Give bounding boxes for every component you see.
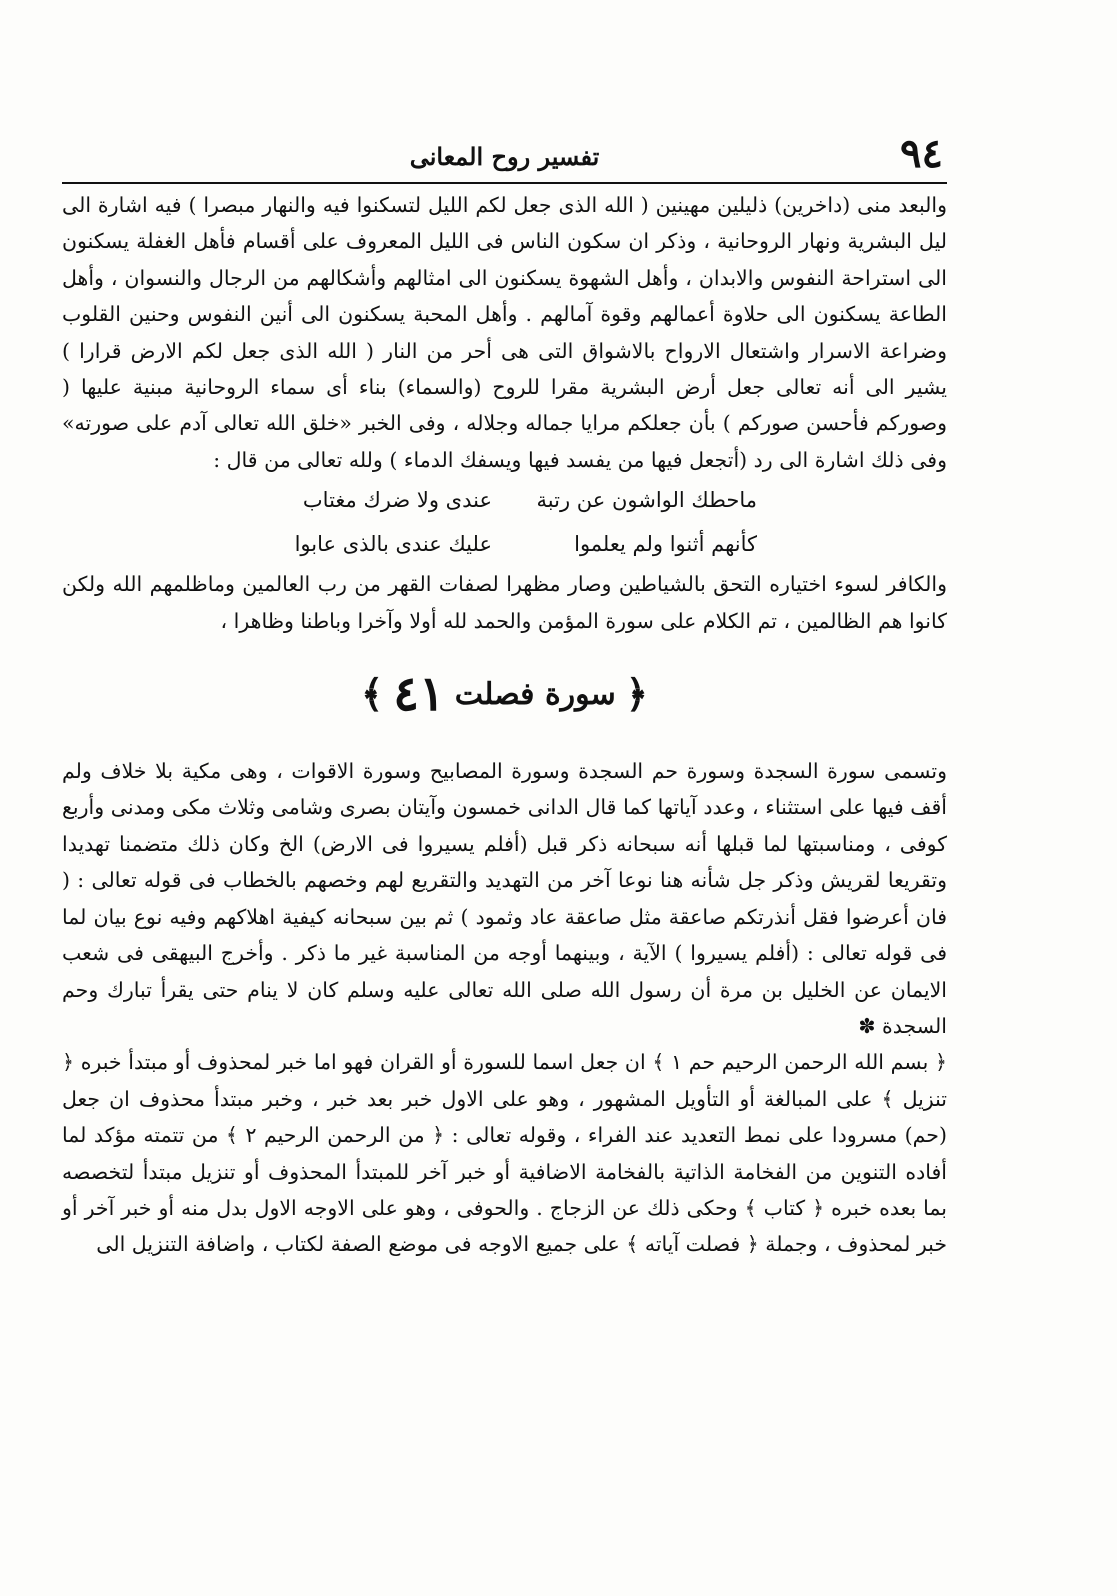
- commentary-paragraph-1: والبعد منى (داخرين) ذليلين مهينين ( الله الذى جعل لكم الليل لتسكنوا فيه والنهار مبصرا ) فيه اشارة الى ليل البشرية ونهار الروحانية ، وذكر ان سكون الناس فى الليل المعروف على أقسام فأهل الغفلة يسكنون الى استراحة النفوس والابدان ، وأهل الشهوة يسكنون الى امثالهم وأشكالهم من الرجال والنسوان ، وأهل الطاعة يسكنون الى حلاوة أعمالهم وقوة آمالهم . وأهل المحبة يسكنون الى أنين النفوس وحنين القلوب وضراعة الاسرار واشتعال الارواح بالاشواق التى هى أحر من النار ( الله الذى جعل لكم الارض قرارا ) يشير الى أنه تعالى جعل أرض البشرية مقرا للروح (والسماء) بناء أى سماء الروحانية مبنية عليها ( وصوركم فأحسن صوركم ) بأن جعلكم مرايا جماله وجلاله ، وفى الخبر «خلق الله تعالى آدم على صورته» وفى ذلك اشارة الى رد (أتجعل فيها من يفسد فيها ويسفك الدماء ) ولله تعالى من قال :: [62, 193, 947, 472]
- page-header: [62, 128, 947, 184]
- surah-heading-frame: [360, 666, 649, 723]
- page-number: ٩٤: [900, 130, 943, 177]
- surah-introduction-paragraph: وتسمى سورة السجدة وسورة حم السجدة وسورة المصابيح وسورة الاقوات ، وهى مكية بلا خلاف ولم أقف فيها على استثناء ، وعدد آياتها كما قال الدانى خمسون وآيتان بصرى وشامى وثلاث مكى ومدنى وأربع كوفى ، ومناسبتها لما قبلها أنه سبحانه ذكر قبل (أفلم يسيروا فى الارض) الخ وكان ذلك متضمنا تهديدا وتقريعا لقريش وذكر جل شأنه هنا نوعا آخر من التهديد والتقريع لهم وخصهم بالخطاب فى قوله تعالى : ( فان أعرضوا فقل أنذرتكم صاعقة مثل صاعقة عاد وثمود ) ثم بين سبحانه كيفية اهلاكهم وفيه نوع بيان لما فى قوله تعالى : (أفلم يسيروا ) الآية ، وبينهما أوجه من المناسبة غير ما ذكر . وأخرج البيهقى فى شعب الايمان عن الخليل بن مرة أن رسول الله صلى الله تعالى عليه وسلم كان لا ينام حتى يقرأ تبارك وحم السجدة ✽: [62, 759, 947, 1038]
- verse-line-1: [62, 478, 947, 522]
- tafsir-opening-paragraph: ﴿ بسم الله الرحمن الرحيم حم ١ ﴾ ان جعل اسما للسورة أو القران فهو اما خبر لمحذوف أو مبتدأ خبره ﴿ تنزيل ﴾ على المبالغة أو التأويل المشهور ، وهو على الاول خبر بعد خبر ، وخبر مبتدأ محذوف ان جعل (حم) مسرودا على نمط التعديد عند الفراء ، وقوله تعالى : ﴿ من الرحمن الرحيم ٢ ﴾ من تتمته مؤكد لما أفاده التنوين من الفخامة الذاتية بالفخامة الاضافية أو خبر آخر للمبتدأ المحذوف أو تنزيل مبتدأ لتخصصه بما بعده خبره ﴿ كتاب ﴾ وحكى ذلك عن الزجاج . والحوفى ، وهو على الاوجه الاول بدل منه أو خبر آخر أو خبر لمحذوف ، وجملة ﴿ فصلت آياته ﴾ على جميع الاوجه فى موضع الصفة لكتاب ، واضافة التنزيل الى: [62, 1050, 947, 1257]
- verse-1-second-hemistich: عندى ولا ضرك مغتاب: [302, 488, 492, 513]
- surah-heading: [62, 651, 947, 751]
- page: [62, 128, 947, 1263]
- running-title: تفسير روح المعانى: [409, 142, 600, 171]
- verse-2-first-hemistich: كأنهم أثنوا ولم يعلموا: [574, 532, 757, 557]
- poetry-verses: [62, 478, 947, 566]
- commentary-paragraph-2: والكافر لسوء اختياره التحق بالشياطين وصار مظهرا لصفات القهر من رب العالمين وماظلمهم الله ولكن كانوا هم الظالمين ، تم الكلام على سورة المؤمن والحمد لله أولا وآخرا وباطنا وظاهرا ،: [62, 572, 947, 633]
- verse-1-first-hemistich: ماحطك الواشون عن رتبة: [536, 488, 757, 513]
- verse-line-2: [62, 522, 947, 566]
- surah-number: ٤١: [393, 666, 445, 723]
- verse-2-second-hemistich: عليك عندى بالذى عابوا: [294, 532, 492, 557]
- ornamental-bracket-right: ﴿: [625, 671, 649, 717]
- ornamental-bracket-left: ﴾: [360, 671, 384, 717]
- surah-title: سورة فصلت: [454, 676, 616, 712]
